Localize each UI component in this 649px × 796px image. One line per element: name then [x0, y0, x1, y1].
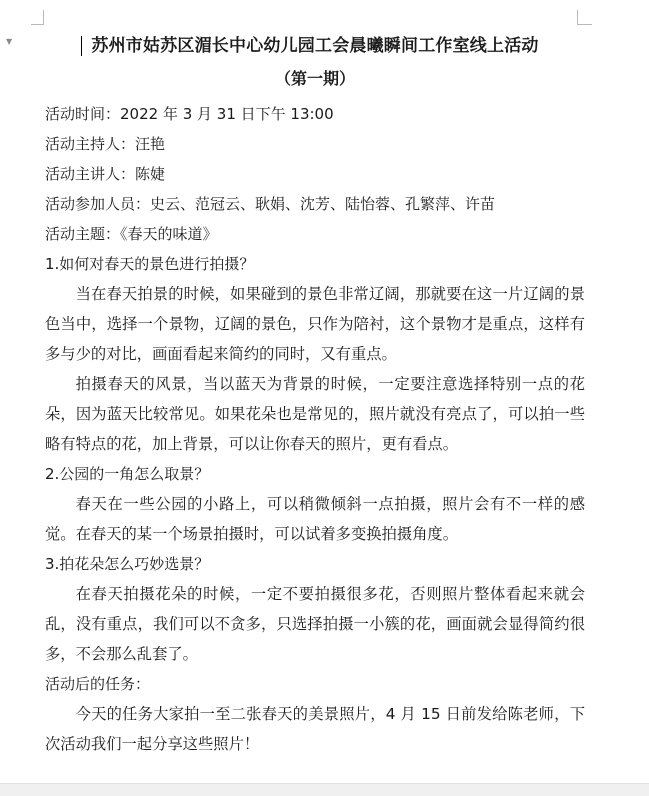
meta-host: 活动主持人：汪艳 — [45, 135, 166, 153]
section-paragraph: 在春天拍摄花朵的时候，一定不要拍摄很多花，否则照片整体看起来就会乱，没有重点，我们可以不贪多，只选择拍摄一小簇的花，画面就会显得简约很多，不会那么乱套了。 — [45, 585, 585, 663]
text-cursor — [81, 36, 82, 56]
section-paragraph: 春天在一些公园的小路上，可以稍微倾斜一点拍摄，照片会有不一样的感觉。在春天的某一个场景拍摄时，可以试着多变换拍摄角度。 — [45, 495, 585, 543]
meta-theme: 活动主题：《春天的味道》 — [45, 225, 218, 243]
title-row — [45, 31, 585, 61]
section-heading: 3.拍花朵怎么巧妙选景？ — [45, 555, 210, 573]
collapse-caret-icon[interactable]: ▼ — [6, 37, 13, 46]
task-heading: 活动后的任务： — [45, 675, 151, 693]
page-corner-mark-right — [577, 10, 592, 25]
bottom-scroll-area[interactable] — [0, 783, 649, 796]
meta-speaker: 活动主讲人：陈婕 — [45, 165, 166, 183]
document-subtitle: （第一期） — [274, 69, 355, 88]
section-heading: 1.如何对春天的景色进行拍摄？ — [45, 255, 255, 273]
section-paragraph: 当在春天拍景的时候，如果碰到的景色非常辽阔，那就要在这一片辽阔的景色当中，选择一个景物，辽阔的景色，只作为陪衬，这个景物才是重点，这样有多与少的对比，画面看起来简约的同时，又有重点。 — [45, 285, 585, 363]
section-paragraph: 拍摄春天的风景，当以蓝天为背景的时候，一定要注意选择特别一点的花朵，因为蓝天比较常见。如果花朵也是常见的，照片就没有亮点了，可以拍一些略有特点的花，加上背景，可以让你春天的照片，更有看点。 — [45, 375, 585, 453]
meta-time: 活动时间：2022 年 3 月 31 日下午 13:00 — [45, 105, 334, 123]
document-title: 苏州市姑苏区湄长中心幼儿园工会晨曦瞬间工作室线上活动 — [91, 36, 539, 56]
document-body[interactable] — [45, 31, 585, 759]
task-paragraph: 今天的任务大家拍一至二张春天的美景照片，4 月 15 日前发给陈老师，下次活动我们一起分享这些照片！ — [45, 705, 585, 753]
page-corner-mark-left — [31, 10, 44, 25]
section-heading: 2.公园的一角怎么取景？ — [45, 465, 210, 483]
meta-participants: 活动参加人员：史云、范冠云、耿娟、沈芳、陆怡蓉、孔繁萍、许苗 — [45, 195, 496, 213]
